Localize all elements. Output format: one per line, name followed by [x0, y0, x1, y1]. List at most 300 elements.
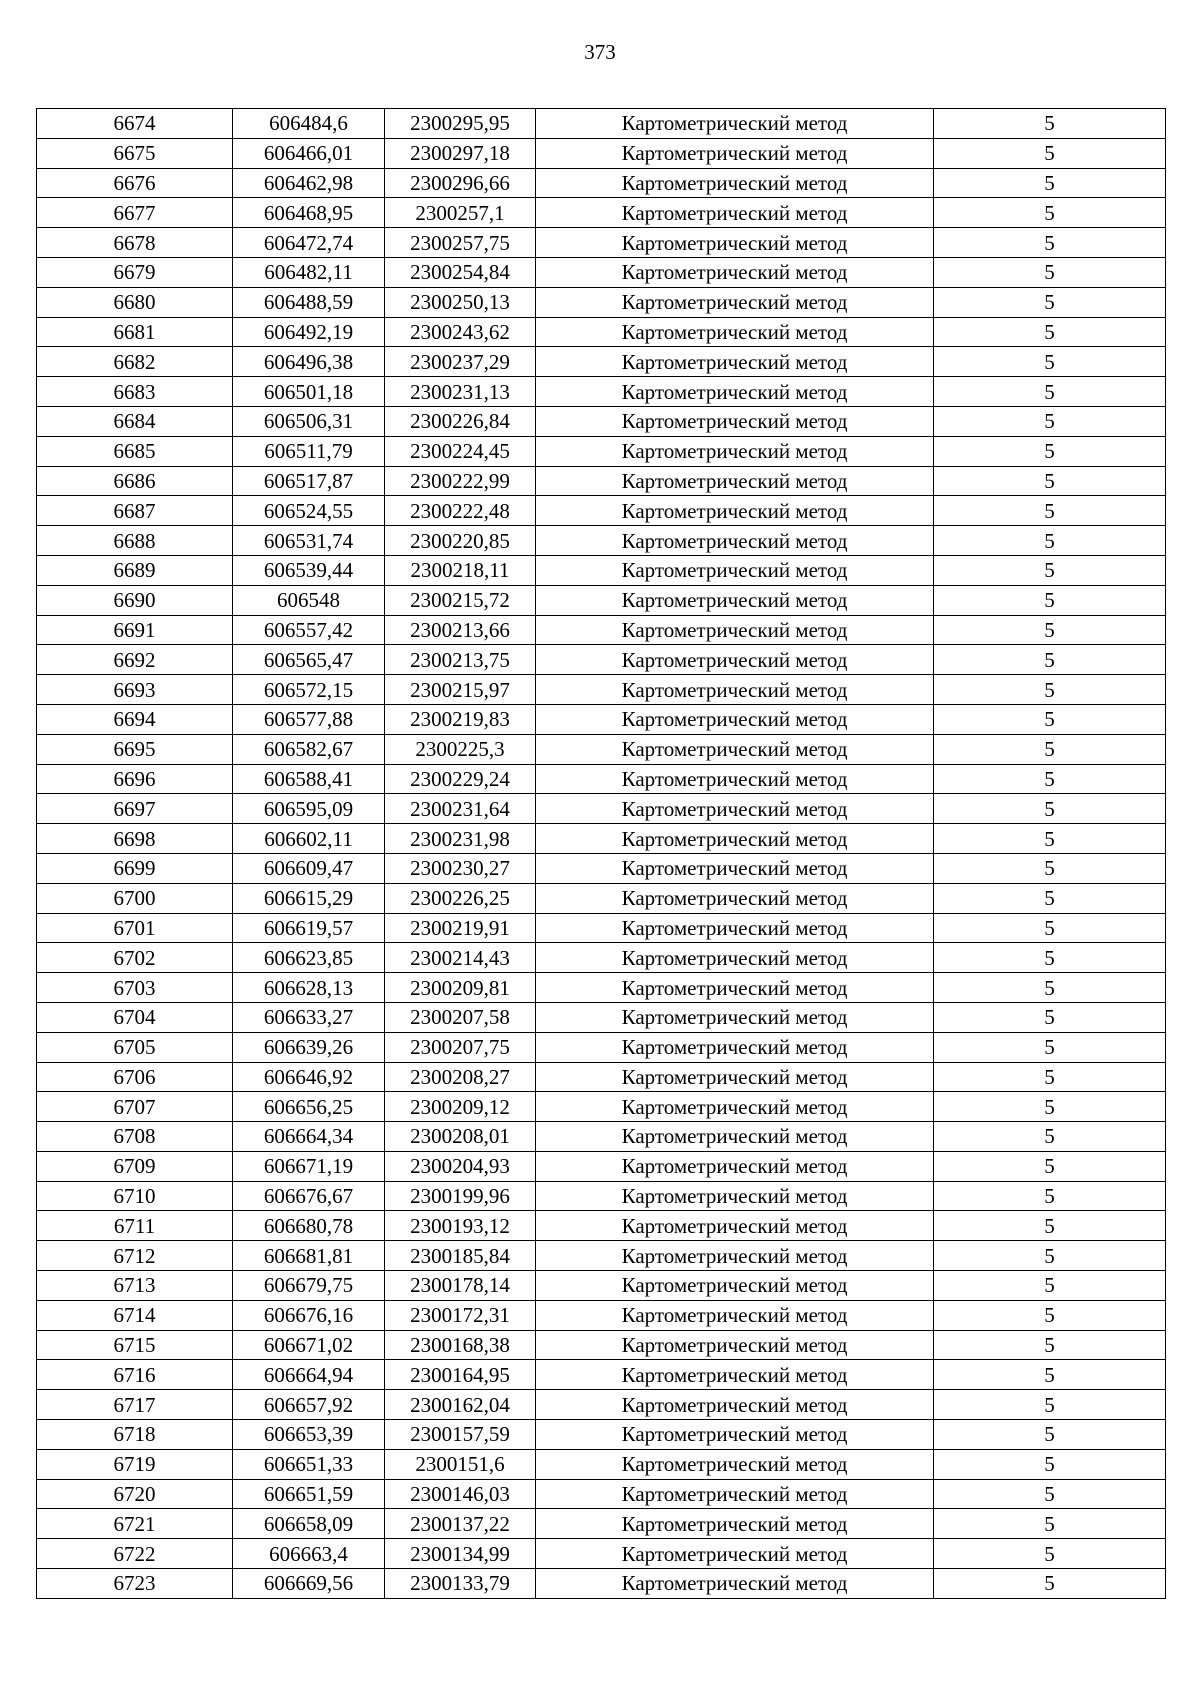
accuracy-cell: 5 — [934, 436, 1166, 466]
point-number-cell: 6691 — [37, 615, 233, 645]
point-number-cell: 6689 — [37, 555, 233, 585]
method-cell: Картометрический метод — [536, 526, 934, 556]
point-number-cell: 6682 — [37, 347, 233, 377]
x-coordinate-cell: 606664,34 — [233, 1122, 385, 1152]
y-coordinate-cell: 2300204,93 — [385, 1151, 536, 1181]
x-coordinate-cell: 606679,75 — [233, 1271, 385, 1301]
method-cell: Картометрический метод — [536, 645, 934, 675]
y-coordinate-cell: 2300250,13 — [385, 287, 536, 317]
y-coordinate-cell: 2300157,59 — [385, 1420, 536, 1450]
point-number-cell: 6686 — [37, 466, 233, 496]
table-row — [37, 585, 1166, 615]
accuracy-cell: 5 — [934, 526, 1166, 556]
table-row — [37, 1509, 1166, 1539]
coordinates-table-body — [37, 109, 1166, 1599]
point-number-cell: 6721 — [37, 1509, 233, 1539]
y-coordinate-cell: 2300296,66 — [385, 168, 536, 198]
method-cell: Картометрический метод — [536, 1420, 934, 1450]
method-cell: Картометрический метод — [536, 1271, 934, 1301]
x-coordinate-cell: 606588,41 — [233, 764, 385, 794]
accuracy-cell: 5 — [934, 645, 1166, 675]
method-cell: Картометрический метод — [536, 615, 934, 645]
method-cell: Картометрический метод — [536, 555, 934, 585]
x-coordinate-cell: 606548 — [233, 585, 385, 615]
accuracy-cell: 5 — [934, 883, 1166, 913]
accuracy-cell: 5 — [934, 824, 1166, 854]
accuracy-cell: 5 — [934, 406, 1166, 436]
accuracy-cell: 5 — [934, 228, 1166, 258]
table-row — [37, 883, 1166, 913]
x-coordinate-cell: 606511,79 — [233, 436, 385, 466]
x-coordinate-cell: 606557,42 — [233, 615, 385, 645]
x-coordinate-cell: 606680,78 — [233, 1211, 385, 1241]
table-row — [37, 1241, 1166, 1271]
method-cell: Картометрический метод — [536, 764, 934, 794]
x-coordinate-cell: 606676,67 — [233, 1181, 385, 1211]
table-row — [37, 138, 1166, 168]
table-row — [37, 1420, 1166, 1450]
point-number-cell: 6709 — [37, 1151, 233, 1181]
method-cell: Картометрический метод — [536, 1241, 934, 1271]
y-coordinate-cell: 2300164,95 — [385, 1360, 536, 1390]
accuracy-cell: 5 — [934, 1241, 1166, 1271]
x-coordinate-cell: 606572,15 — [233, 675, 385, 705]
point-number-cell: 6723 — [37, 1569, 233, 1599]
x-coordinate-cell: 606602,11 — [233, 824, 385, 854]
y-coordinate-cell: 2300231,98 — [385, 824, 536, 854]
table-row — [37, 1360, 1166, 1390]
point-number-cell: 6720 — [37, 1479, 233, 1509]
table-row — [37, 436, 1166, 466]
y-coordinate-cell: 2300215,97 — [385, 675, 536, 705]
point-number-cell: 6675 — [37, 138, 233, 168]
y-coordinate-cell: 2300146,03 — [385, 1479, 536, 1509]
y-coordinate-cell: 2300226,84 — [385, 406, 536, 436]
table-row — [37, 1032, 1166, 1062]
method-cell: Картометрический метод — [536, 1151, 934, 1181]
x-coordinate-cell: 606531,74 — [233, 526, 385, 556]
y-coordinate-cell: 2300178,14 — [385, 1271, 536, 1301]
x-coordinate-cell: 606609,47 — [233, 853, 385, 883]
x-coordinate-cell: 606539,44 — [233, 555, 385, 585]
method-cell: Картометрический метод — [536, 406, 934, 436]
x-coordinate-cell: 606658,09 — [233, 1509, 385, 1539]
accuracy-cell: 5 — [934, 1151, 1166, 1181]
accuracy-cell: 5 — [934, 1360, 1166, 1390]
method-cell: Картометрический метод — [536, 1002, 934, 1032]
method-cell: Картометрический метод — [536, 913, 934, 943]
table-row — [37, 853, 1166, 883]
accuracy-cell: 5 — [934, 138, 1166, 168]
method-cell: Картометрический метод — [536, 1032, 934, 1062]
accuracy-cell: 5 — [934, 555, 1166, 585]
y-coordinate-cell: 2300185,84 — [385, 1241, 536, 1271]
x-coordinate-cell: 606492,19 — [233, 317, 385, 347]
method-cell: Картометрический метод — [536, 1479, 934, 1509]
coordinates-table — [36, 108, 1166, 1599]
table-row — [37, 1211, 1166, 1241]
x-coordinate-cell: 606639,26 — [233, 1032, 385, 1062]
accuracy-cell: 5 — [934, 1271, 1166, 1301]
x-coordinate-cell: 606663,4 — [233, 1539, 385, 1569]
accuracy-cell: 5 — [934, 257, 1166, 287]
point-number-cell: 6690 — [37, 585, 233, 615]
accuracy-cell: 5 — [934, 615, 1166, 645]
y-coordinate-cell: 2300172,31 — [385, 1300, 536, 1330]
point-number-cell: 6678 — [37, 228, 233, 258]
x-coordinate-cell: 606671,02 — [233, 1330, 385, 1360]
point-number-cell: 6717 — [37, 1390, 233, 1420]
method-cell: Картометрический метод — [536, 496, 934, 526]
table-row — [37, 1062, 1166, 1092]
accuracy-cell: 5 — [934, 943, 1166, 973]
y-coordinate-cell: 2300213,75 — [385, 645, 536, 675]
y-coordinate-cell: 2300133,79 — [385, 1569, 536, 1599]
method-cell: Картометрический метод — [536, 1181, 934, 1211]
x-coordinate-cell: 606506,31 — [233, 406, 385, 436]
accuracy-cell: 5 — [934, 347, 1166, 377]
x-coordinate-cell: 606664,94 — [233, 1360, 385, 1390]
table-row — [37, 734, 1166, 764]
point-number-cell: 6699 — [37, 853, 233, 883]
method-cell: Картометрический метод — [536, 1569, 934, 1599]
y-coordinate-cell: 2300254,84 — [385, 257, 536, 287]
accuracy-cell: 5 — [934, 317, 1166, 347]
table-row — [37, 1122, 1166, 1152]
point-number-cell: 6703 — [37, 973, 233, 1003]
method-cell: Картометрический метод — [536, 734, 934, 764]
table-row — [37, 973, 1166, 1003]
table-row — [37, 794, 1166, 824]
point-number-cell: 6715 — [37, 1330, 233, 1360]
method-cell: Картометрический метод — [536, 943, 934, 973]
table-row — [37, 287, 1166, 317]
y-coordinate-cell: 2300297,18 — [385, 138, 536, 168]
point-number-cell: 6708 — [37, 1122, 233, 1152]
point-number-cell: 6687 — [37, 496, 233, 526]
point-number-cell: 6693 — [37, 675, 233, 705]
x-coordinate-cell: 606488,59 — [233, 287, 385, 317]
accuracy-cell: 5 — [934, 1539, 1166, 1569]
x-coordinate-cell: 606524,55 — [233, 496, 385, 526]
table-row — [37, 466, 1166, 496]
y-coordinate-cell: 2300230,27 — [385, 853, 536, 883]
x-coordinate-cell: 606657,92 — [233, 1390, 385, 1420]
y-coordinate-cell: 2300134,99 — [385, 1539, 536, 1569]
accuracy-cell: 5 — [934, 496, 1166, 526]
method-cell: Картометрический метод — [536, 1300, 934, 1330]
method-cell: Картометрический метод — [536, 168, 934, 198]
point-number-cell: 6713 — [37, 1271, 233, 1301]
accuracy-cell: 5 — [934, 1062, 1166, 1092]
x-coordinate-cell: 606565,47 — [233, 645, 385, 675]
x-coordinate-cell: 606651,59 — [233, 1479, 385, 1509]
x-coordinate-cell: 606468,95 — [233, 198, 385, 228]
accuracy-cell: 5 — [934, 1330, 1166, 1360]
method-cell: Картометрический метод — [536, 883, 934, 913]
method-cell: Картометрический метод — [536, 228, 934, 258]
y-coordinate-cell: 2300209,12 — [385, 1092, 536, 1122]
method-cell: Картометрический метод — [536, 109, 934, 139]
accuracy-cell: 5 — [934, 377, 1166, 407]
y-coordinate-cell: 2300215,72 — [385, 585, 536, 615]
table-row — [37, 347, 1166, 377]
table-row — [37, 704, 1166, 734]
accuracy-cell: 5 — [934, 853, 1166, 883]
accuracy-cell: 5 — [934, 794, 1166, 824]
x-coordinate-cell: 606633,27 — [233, 1002, 385, 1032]
point-number-cell: 6714 — [37, 1300, 233, 1330]
table-row — [37, 168, 1166, 198]
method-cell: Картометрический метод — [536, 287, 934, 317]
table-row — [37, 1092, 1166, 1122]
table-row — [37, 645, 1166, 675]
x-coordinate-cell: 606628,13 — [233, 973, 385, 1003]
accuracy-cell: 5 — [934, 1449, 1166, 1479]
method-cell: Картометрический метод — [536, 1539, 934, 1569]
y-coordinate-cell: 2300151,6 — [385, 1449, 536, 1479]
x-coordinate-cell: 606472,74 — [233, 228, 385, 258]
method-cell: Картометрический метод — [536, 317, 934, 347]
y-coordinate-cell: 2300208,01 — [385, 1122, 536, 1152]
point-number-cell: 6676 — [37, 168, 233, 198]
point-number-cell: 6705 — [37, 1032, 233, 1062]
table-row — [37, 1002, 1166, 1032]
point-number-cell: 6696 — [37, 764, 233, 794]
x-coordinate-cell: 606501,18 — [233, 377, 385, 407]
x-coordinate-cell: 606517,87 — [233, 466, 385, 496]
x-coordinate-cell: 606671,19 — [233, 1151, 385, 1181]
accuracy-cell: 5 — [934, 466, 1166, 496]
method-cell: Картометрический метод — [536, 466, 934, 496]
y-coordinate-cell: 2300219,83 — [385, 704, 536, 734]
method-cell: Картометрический метод — [536, 585, 934, 615]
method-cell: Картометрический метод — [536, 794, 934, 824]
table-row — [37, 1479, 1166, 1509]
x-coordinate-cell: 606619,57 — [233, 913, 385, 943]
y-coordinate-cell: 2300257,75 — [385, 228, 536, 258]
x-coordinate-cell: 606496,38 — [233, 347, 385, 377]
method-cell: Картометрический метод — [536, 973, 934, 1003]
point-number-cell: 6688 — [37, 526, 233, 556]
x-coordinate-cell: 606623,85 — [233, 943, 385, 973]
point-number-cell: 6712 — [37, 1241, 233, 1271]
table-row — [37, 109, 1166, 139]
x-coordinate-cell: 606462,98 — [233, 168, 385, 198]
y-coordinate-cell: 2300209,81 — [385, 973, 536, 1003]
method-cell: Картометрический метод — [536, 704, 934, 734]
accuracy-cell: 5 — [934, 1211, 1166, 1241]
x-coordinate-cell: 606669,56 — [233, 1569, 385, 1599]
table-row — [37, 257, 1166, 287]
y-coordinate-cell: 2300295,95 — [385, 109, 536, 139]
y-coordinate-cell: 2300229,24 — [385, 764, 536, 794]
x-coordinate-cell: 606681,81 — [233, 1241, 385, 1271]
method-cell: Картометрический метод — [536, 198, 934, 228]
method-cell: Картометрический метод — [536, 1092, 934, 1122]
accuracy-cell: 5 — [934, 1300, 1166, 1330]
point-number-cell: 6694 — [37, 704, 233, 734]
y-coordinate-cell: 2300168,38 — [385, 1330, 536, 1360]
method-cell: Картометрический метод — [536, 1330, 934, 1360]
accuracy-cell: 5 — [934, 109, 1166, 139]
table-row — [37, 615, 1166, 645]
point-number-cell: 6716 — [37, 1360, 233, 1390]
table-row — [37, 943, 1166, 973]
y-coordinate-cell: 2300224,45 — [385, 436, 536, 466]
table-row — [37, 198, 1166, 228]
y-coordinate-cell: 2300218,11 — [385, 555, 536, 585]
point-number-cell: 6718 — [37, 1420, 233, 1450]
x-coordinate-cell: 606582,67 — [233, 734, 385, 764]
table-row — [37, 555, 1166, 585]
y-coordinate-cell: 2300231,13 — [385, 377, 536, 407]
point-number-cell: 6697 — [37, 794, 233, 824]
accuracy-cell: 5 — [934, 734, 1166, 764]
table-row — [37, 1151, 1166, 1181]
point-number-cell: 6684 — [37, 406, 233, 436]
accuracy-cell: 5 — [934, 287, 1166, 317]
point-number-cell: 6677 — [37, 198, 233, 228]
table-row — [37, 1181, 1166, 1211]
method-cell: Картометрический метод — [536, 1449, 934, 1479]
accuracy-cell: 5 — [934, 1420, 1166, 1450]
point-number-cell: 6706 — [37, 1062, 233, 1092]
point-number-cell: 6719 — [37, 1449, 233, 1479]
y-coordinate-cell: 2300207,58 — [385, 1002, 536, 1032]
point-number-cell: 6692 — [37, 645, 233, 675]
table-row — [37, 1539, 1166, 1569]
accuracy-cell: 5 — [934, 1181, 1166, 1211]
table-row — [37, 675, 1166, 705]
x-coordinate-cell: 606676,16 — [233, 1300, 385, 1330]
point-number-cell: 6674 — [37, 109, 233, 139]
method-cell: Картометрический метод — [536, 824, 934, 854]
table-row — [37, 406, 1166, 436]
method-cell: Картометрический метод — [536, 1211, 934, 1241]
table-row — [37, 1271, 1166, 1301]
table-row — [37, 764, 1166, 794]
y-coordinate-cell: 2300222,48 — [385, 496, 536, 526]
table-row — [37, 913, 1166, 943]
accuracy-cell: 5 — [934, 764, 1166, 794]
point-number-cell: 6680 — [37, 287, 233, 317]
method-cell: Картометрический метод — [536, 377, 934, 407]
point-number-cell: 6685 — [37, 436, 233, 466]
table-row — [37, 1330, 1166, 1360]
y-coordinate-cell: 2300220,85 — [385, 526, 536, 556]
point-number-cell: 6711 — [37, 1211, 233, 1241]
accuracy-cell: 5 — [934, 1390, 1166, 1420]
y-coordinate-cell: 2300219,91 — [385, 913, 536, 943]
page-number: 373 — [584, 40, 616, 64]
y-coordinate-cell: 2300226,25 — [385, 883, 536, 913]
x-coordinate-cell: 606615,29 — [233, 883, 385, 913]
y-coordinate-cell: 2300225,3 — [385, 734, 536, 764]
accuracy-cell: 5 — [934, 1092, 1166, 1122]
table-row — [37, 317, 1166, 347]
point-number-cell: 6710 — [37, 1181, 233, 1211]
table-row — [37, 824, 1166, 854]
y-coordinate-cell: 2300208,27 — [385, 1062, 536, 1092]
x-coordinate-cell: 606466,01 — [233, 138, 385, 168]
y-coordinate-cell: 2300214,43 — [385, 943, 536, 973]
accuracy-cell: 5 — [934, 1479, 1166, 1509]
method-cell: Картометрический метод — [536, 1122, 934, 1152]
point-number-cell: 6707 — [37, 1092, 233, 1122]
table-row — [37, 1569, 1166, 1599]
point-number-cell: 6698 — [37, 824, 233, 854]
table-row — [37, 1300, 1166, 1330]
y-coordinate-cell: 2300162,04 — [385, 1390, 536, 1420]
point-number-cell: 6700 — [37, 883, 233, 913]
accuracy-cell: 5 — [934, 913, 1166, 943]
y-coordinate-cell: 2300257,1 — [385, 198, 536, 228]
accuracy-cell: 5 — [934, 198, 1166, 228]
y-coordinate-cell: 2300199,96 — [385, 1181, 536, 1211]
point-number-cell: 6722 — [37, 1539, 233, 1569]
point-number-cell: 6683 — [37, 377, 233, 407]
point-number-cell: 6679 — [37, 257, 233, 287]
accuracy-cell: 5 — [934, 1002, 1166, 1032]
x-coordinate-cell: 606482,11 — [233, 257, 385, 287]
point-number-cell: 6701 — [37, 913, 233, 943]
method-cell: Картометрический метод — [536, 853, 934, 883]
table-row — [37, 1390, 1166, 1420]
method-cell: Картометрический метод — [536, 347, 934, 377]
y-coordinate-cell: 2300213,66 — [385, 615, 536, 645]
table-row — [37, 526, 1166, 556]
y-coordinate-cell: 2300137,22 — [385, 1509, 536, 1539]
accuracy-cell: 5 — [934, 168, 1166, 198]
method-cell: Картометрический метод — [536, 436, 934, 466]
y-coordinate-cell: 2300237,29 — [385, 347, 536, 377]
x-coordinate-cell: 606651,33 — [233, 1449, 385, 1479]
table-row — [37, 377, 1166, 407]
y-coordinate-cell: 2300207,75 — [385, 1032, 536, 1062]
accuracy-cell: 5 — [934, 675, 1166, 705]
method-cell: Картометрический метод — [536, 1509, 934, 1539]
x-coordinate-cell: 606653,39 — [233, 1420, 385, 1450]
x-coordinate-cell: 606646,92 — [233, 1062, 385, 1092]
y-coordinate-cell: 2300193,12 — [385, 1211, 536, 1241]
x-coordinate-cell: 606484,6 — [233, 109, 385, 139]
method-cell: Картометрический метод — [536, 1062, 934, 1092]
point-number-cell: 6702 — [37, 943, 233, 973]
y-coordinate-cell: 2300231,64 — [385, 794, 536, 824]
accuracy-cell: 5 — [934, 585, 1166, 615]
table-row — [37, 1449, 1166, 1479]
method-cell: Картометрический метод — [536, 1360, 934, 1390]
accuracy-cell: 5 — [934, 704, 1166, 734]
point-number-cell: 6704 — [37, 1002, 233, 1032]
x-coordinate-cell: 606656,25 — [233, 1092, 385, 1122]
method-cell: Картометрический метод — [536, 257, 934, 287]
point-number-cell: 6681 — [37, 317, 233, 347]
y-coordinate-cell: 2300222,99 — [385, 466, 536, 496]
table-row — [37, 496, 1166, 526]
accuracy-cell: 5 — [934, 1569, 1166, 1599]
y-coordinate-cell: 2300243,62 — [385, 317, 536, 347]
table-row — [37, 228, 1166, 258]
method-cell: Картометрический метод — [536, 675, 934, 705]
point-number-cell: 6695 — [37, 734, 233, 764]
accuracy-cell: 5 — [934, 1509, 1166, 1539]
accuracy-cell: 5 — [934, 1032, 1166, 1062]
x-coordinate-cell: 606577,88 — [233, 704, 385, 734]
x-coordinate-cell: 606595,09 — [233, 794, 385, 824]
method-cell: Картометрический метод — [536, 138, 934, 168]
